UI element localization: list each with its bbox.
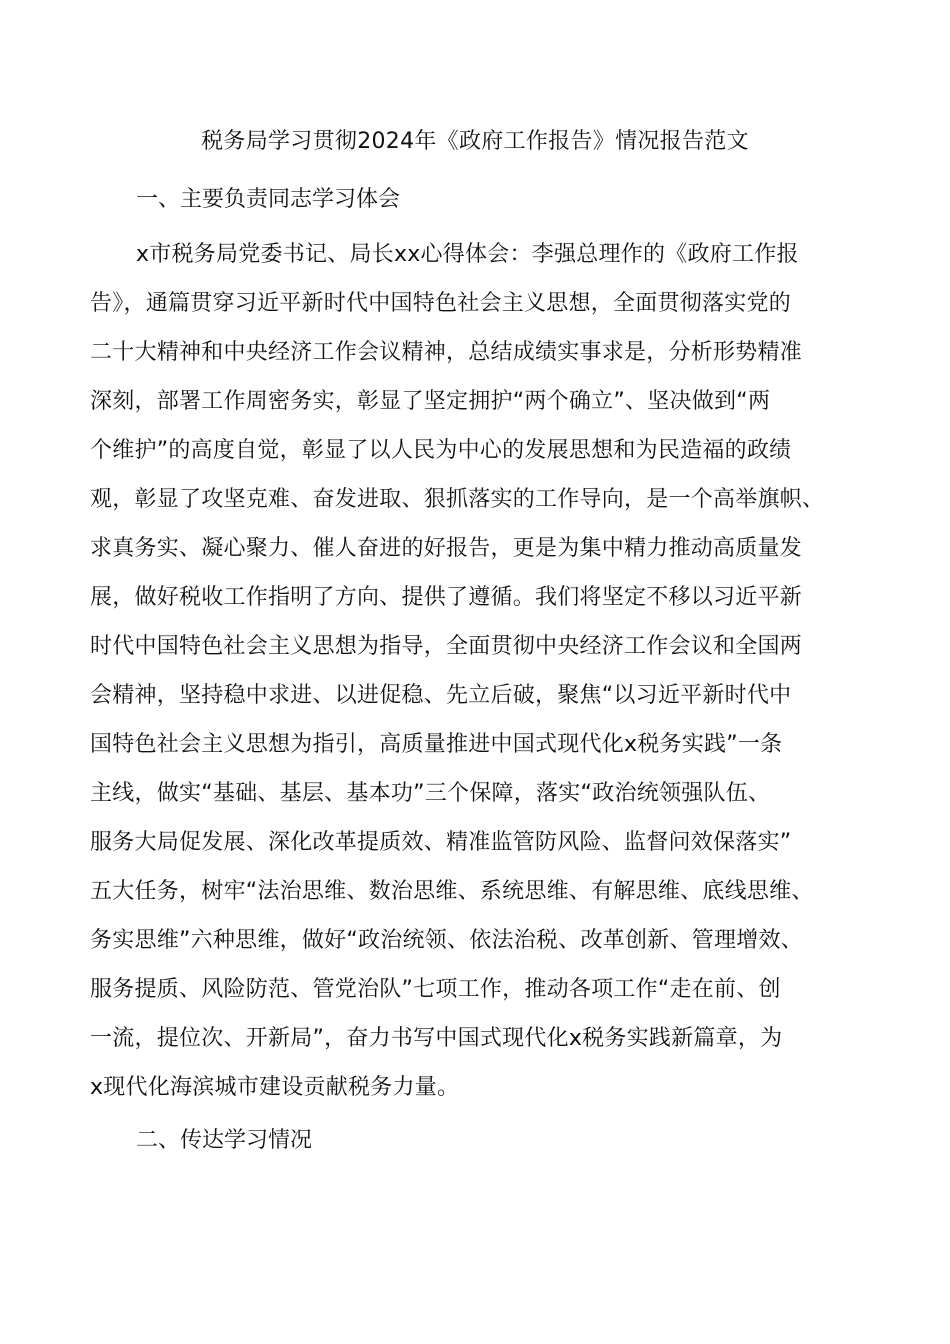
paragraph-line: 会精神，坚持稳中求进、以进促稳、先立后破，聚焦“以习近平新时代中: [90, 683, 792, 708]
paragraph-line: 时代中国特色社会主义思想为指导，全面贯彻中央经济工作会议和全国两: [90, 634, 803, 659]
paragraph-line: 求真务实、凝心聚力、催人奋进的好报告，更是为集中精力推动高质量发: [90, 536, 803, 561]
paragraph-line: 深刻，部署工作周密务实，彰显了坚定拥护“两个确立”、坚决做到“两: [90, 389, 771, 414]
paragraph-line: 观，彰显了攻坚克难、奋发进取、狠抓落实的工作导向，是一个高举旗帜、: [90, 487, 825, 512]
section-heading-2: 二、传达学习情况: [136, 1128, 313, 1153]
paragraph-line: 主线，做实“基础、基层、基本功”三个保障，落实“政治统领强队伍、: [90, 781, 771, 806]
paragraph-line: 务实思维”六种思维，做好“政治统领、依法治税、改革创新、管理增效、: [90, 928, 804, 953]
paragraph-line: 五大任务，树牢“法治思维、数治思维、系统思维、有解思维、底线思维、: [90, 879, 814, 904]
paragraph-line: 服务提质、风险防范、管党治队”七项工作，推动各项工作“走在前、创: [90, 977, 781, 1002]
paragraph-line: 国特色社会主义思想为指引，高质量推进中国式现代化x税务实践”一条: [90, 732, 783, 757]
document-title: 税务局学习贯彻2024年《政府工作报告》情况报告范文: [201, 129, 749, 154]
paragraph-line: 服务大局促发展、深化改革提质效、精准监管防风险、监督问效保落实”: [90, 830, 792, 855]
paragraph-line: 一流，提位次、开新局”，奋力书写中国式现代化x税务实践新篇章，为: [90, 1026, 783, 1051]
section-heading-1: 一、主要负责同志学习体会: [136, 187, 401, 212]
section-1-paragraph: [90, 230, 870, 1112]
paragraph-line: 展，做好税收工作指明了方向、提供了遵循。我们将坚定不移以习近平新: [90, 585, 803, 610]
paragraph-line: x现代化海滨城市建设贡献税务力量。: [90, 1075, 460, 1100]
paragraph-line: 告》，通篇贯穿习近平新时代中国特色社会主义思想，全面贯彻落实党的: [90, 291, 792, 316]
paragraph-line: 二十大精神和中央经济工作会议精神，总结成绩实事求是，分析形势精准: [90, 340, 803, 365]
paragraph-line: x市税务局党委书记、局长xx心得体会：李强总理作的《政府工作报: [136, 242, 799, 267]
paragraph-line: 个维护”的高度自觉，彰显了以人民为中心的发展思想和为民造福的政绩: [90, 438, 792, 463]
